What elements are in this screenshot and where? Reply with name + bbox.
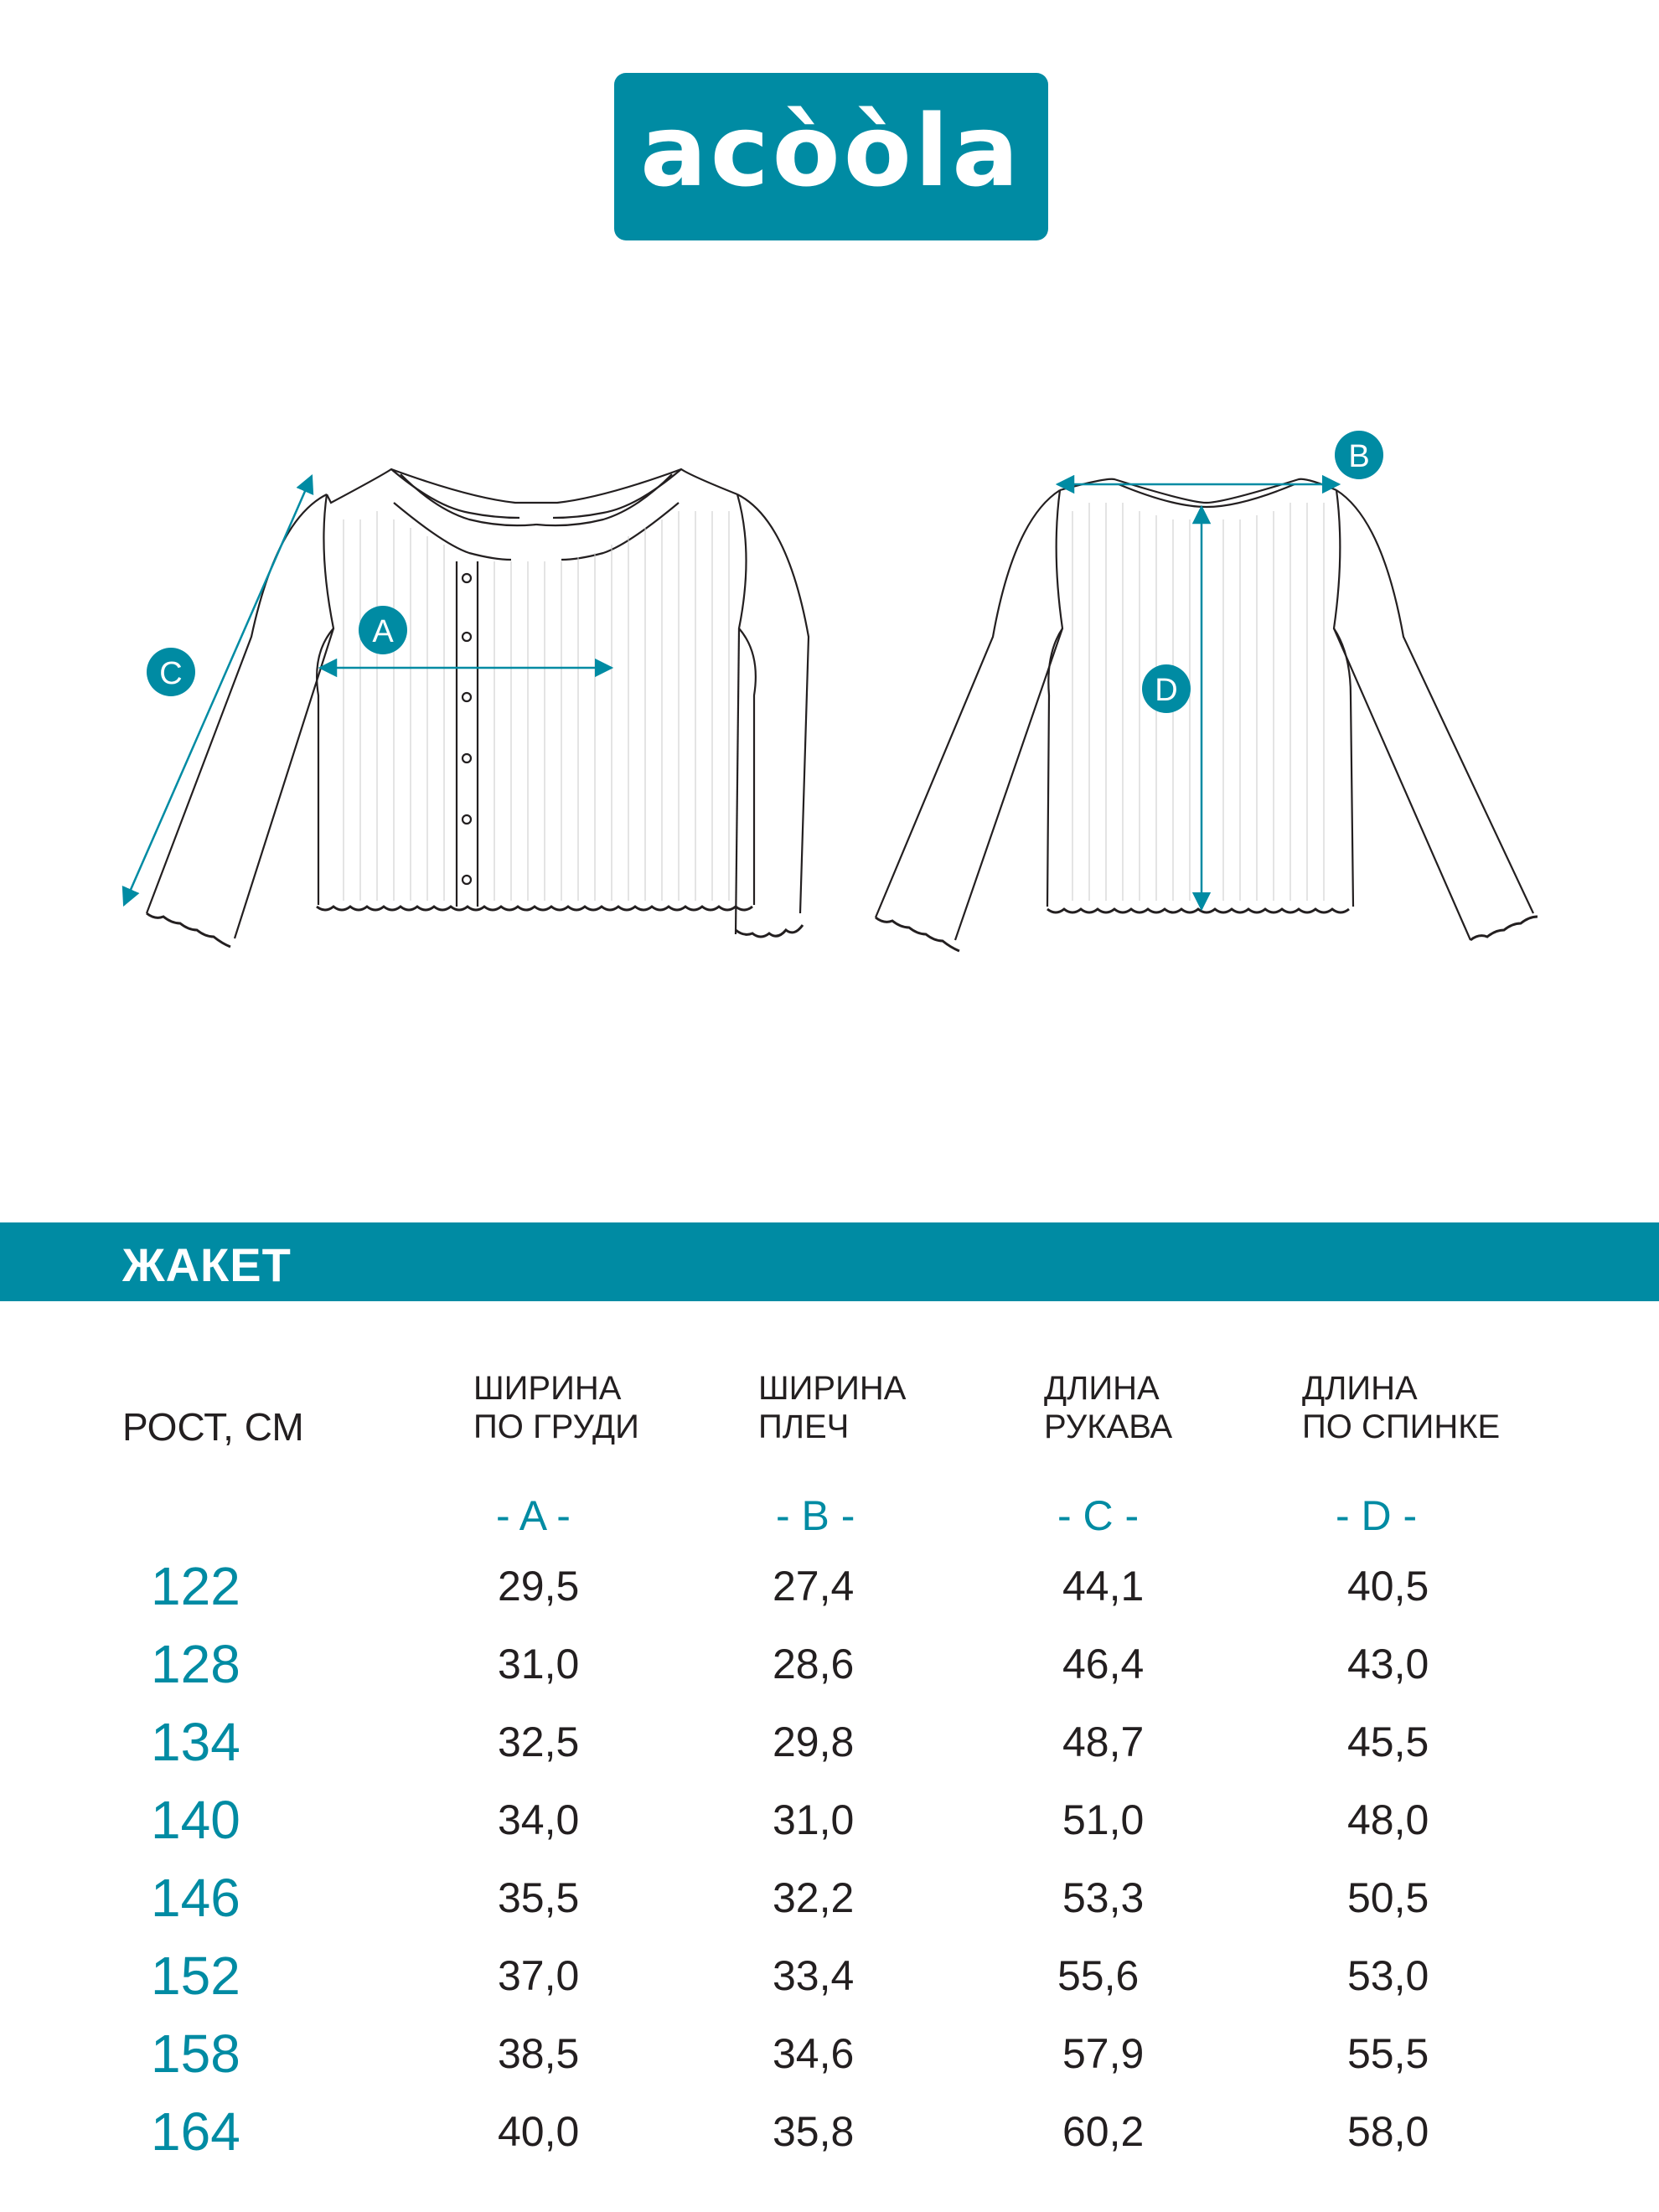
chest-width-cell: 37,0 [498, 1952, 580, 1999]
chest-width-cell: 38,5 [498, 2030, 580, 2077]
chest-width-cell: 32,5 [498, 1718, 580, 1765]
table-row [0, 1789, 1659, 1864]
svg-text:C: C [159, 656, 183, 691]
column-header-sleeve-length: ДЛИНА РУКАВА [1044, 1370, 1173, 1445]
back-view-sketch [876, 479, 1538, 951]
svg-text:D: D [1155, 673, 1178, 708]
shoulder-width-cell: 32,2 [773, 1874, 855, 1921]
sleeve-length-cell: 44,1 [1062, 1563, 1145, 1610]
back-length-cell: 43,0 [1347, 1641, 1429, 1687]
height-cell: 164 [151, 2101, 240, 2162]
column-letter-c: - C - [1057, 1492, 1140, 1539]
chest-width-cell: 29,5 [498, 1563, 580, 1610]
label-d-marker [1142, 664, 1191, 713]
height-cell: 146 [151, 1868, 240, 1928]
height-cell: 140 [151, 1790, 240, 1850]
column-letter-d: - D - [1336, 1492, 1418, 1539]
row-header-label: РОСТ, СМ [122, 1405, 304, 1449]
chest-width-cell: 34,0 [498, 1796, 580, 1843]
sleeve-length-cell: 51,0 [1062, 1796, 1145, 1843]
section-title: ЖАКЕТ [122, 1238, 292, 1291]
table-row [0, 1711, 1659, 1786]
table-row [0, 1945, 1659, 2020]
shoulder-width-cell: 33,4 [773, 1952, 855, 1999]
column-letter-a: - A - [496, 1492, 571, 1539]
shoulder-width-cell: 28,6 [773, 1641, 855, 1687]
column-header-chest-width: ШИРИНА ПО ГРУДИ [473, 1370, 639, 1445]
sleeve-length-cell: 53,3 [1062, 1874, 1145, 1921]
label-c-marker [147, 648, 195, 696]
height-cell: 158 [151, 2023, 240, 2084]
chest-width-cell: 40,0 [498, 2108, 580, 2155]
shoulder-width-cell: 31,0 [773, 1796, 855, 1843]
brand-logo-text: acòòla [640, 93, 1022, 209]
back-length-cell: 48,0 [1347, 1796, 1429, 1843]
svg-text:B: B [1348, 439, 1370, 474]
chest-width-cell: 35,5 [498, 1874, 580, 1921]
height-cell: 122 [151, 1556, 240, 1616]
height-cell: 134 [151, 1712, 240, 1772]
back-length-cell: 40,5 [1347, 1563, 1429, 1610]
sleeve-length-cell: 55,6 [1057, 1952, 1140, 1999]
sleeve-length-cell: 48,7 [1062, 1718, 1145, 1765]
height-cell: 152 [151, 1946, 240, 2006]
back-length-cell: 45,5 [1347, 1718, 1429, 1765]
back-length-cell: 53,0 [1347, 1952, 1429, 1999]
label-a-marker [359, 606, 407, 654]
column-header-back-length: ДЛИНА ПО СПИНКЕ [1302, 1370, 1501, 1445]
shoulder-width-cell: 35,8 [773, 2108, 855, 2155]
back-length-cell: 58,0 [1347, 2108, 1429, 2155]
measure-line-c [124, 476, 312, 905]
back-length-cell: 55,5 [1347, 2030, 1429, 2077]
column-header-shoulder-width: ШИРИНА ПЛЕЧ [758, 1370, 907, 1445]
garment-sketches [0, 0, 1659, 1005]
shoulder-width-cell: 34,6 [773, 2030, 855, 2077]
sleeve-length-cell: 57,9 [1062, 2030, 1145, 2077]
shoulder-width-cell: 29,8 [773, 1718, 855, 1765]
sleeve-length-cell: 60,2 [1062, 2108, 1145, 2155]
table-row [0, 1867, 1659, 1942]
column-letter-b: - B - [776, 1492, 855, 1539]
height-cell: 128 [151, 1634, 240, 1694]
shoulder-width-cell: 27,4 [773, 1563, 855, 1610]
label-b-marker [1335, 431, 1383, 479]
front-view-sketch [147, 469, 809, 947]
chest-width-cell: 31,0 [498, 1641, 580, 1687]
section-banner [0, 1222, 1659, 1301]
table-row [0, 1555, 1659, 1631]
table-row [0, 2101, 1659, 2176]
back-length-cell: 50,5 [1347, 1874, 1429, 1921]
table-row [0, 2023, 1659, 2098]
table-row [0, 1633, 1659, 1708]
svg-text:A: A [372, 614, 394, 649]
sleeve-length-cell: 46,4 [1062, 1641, 1145, 1687]
